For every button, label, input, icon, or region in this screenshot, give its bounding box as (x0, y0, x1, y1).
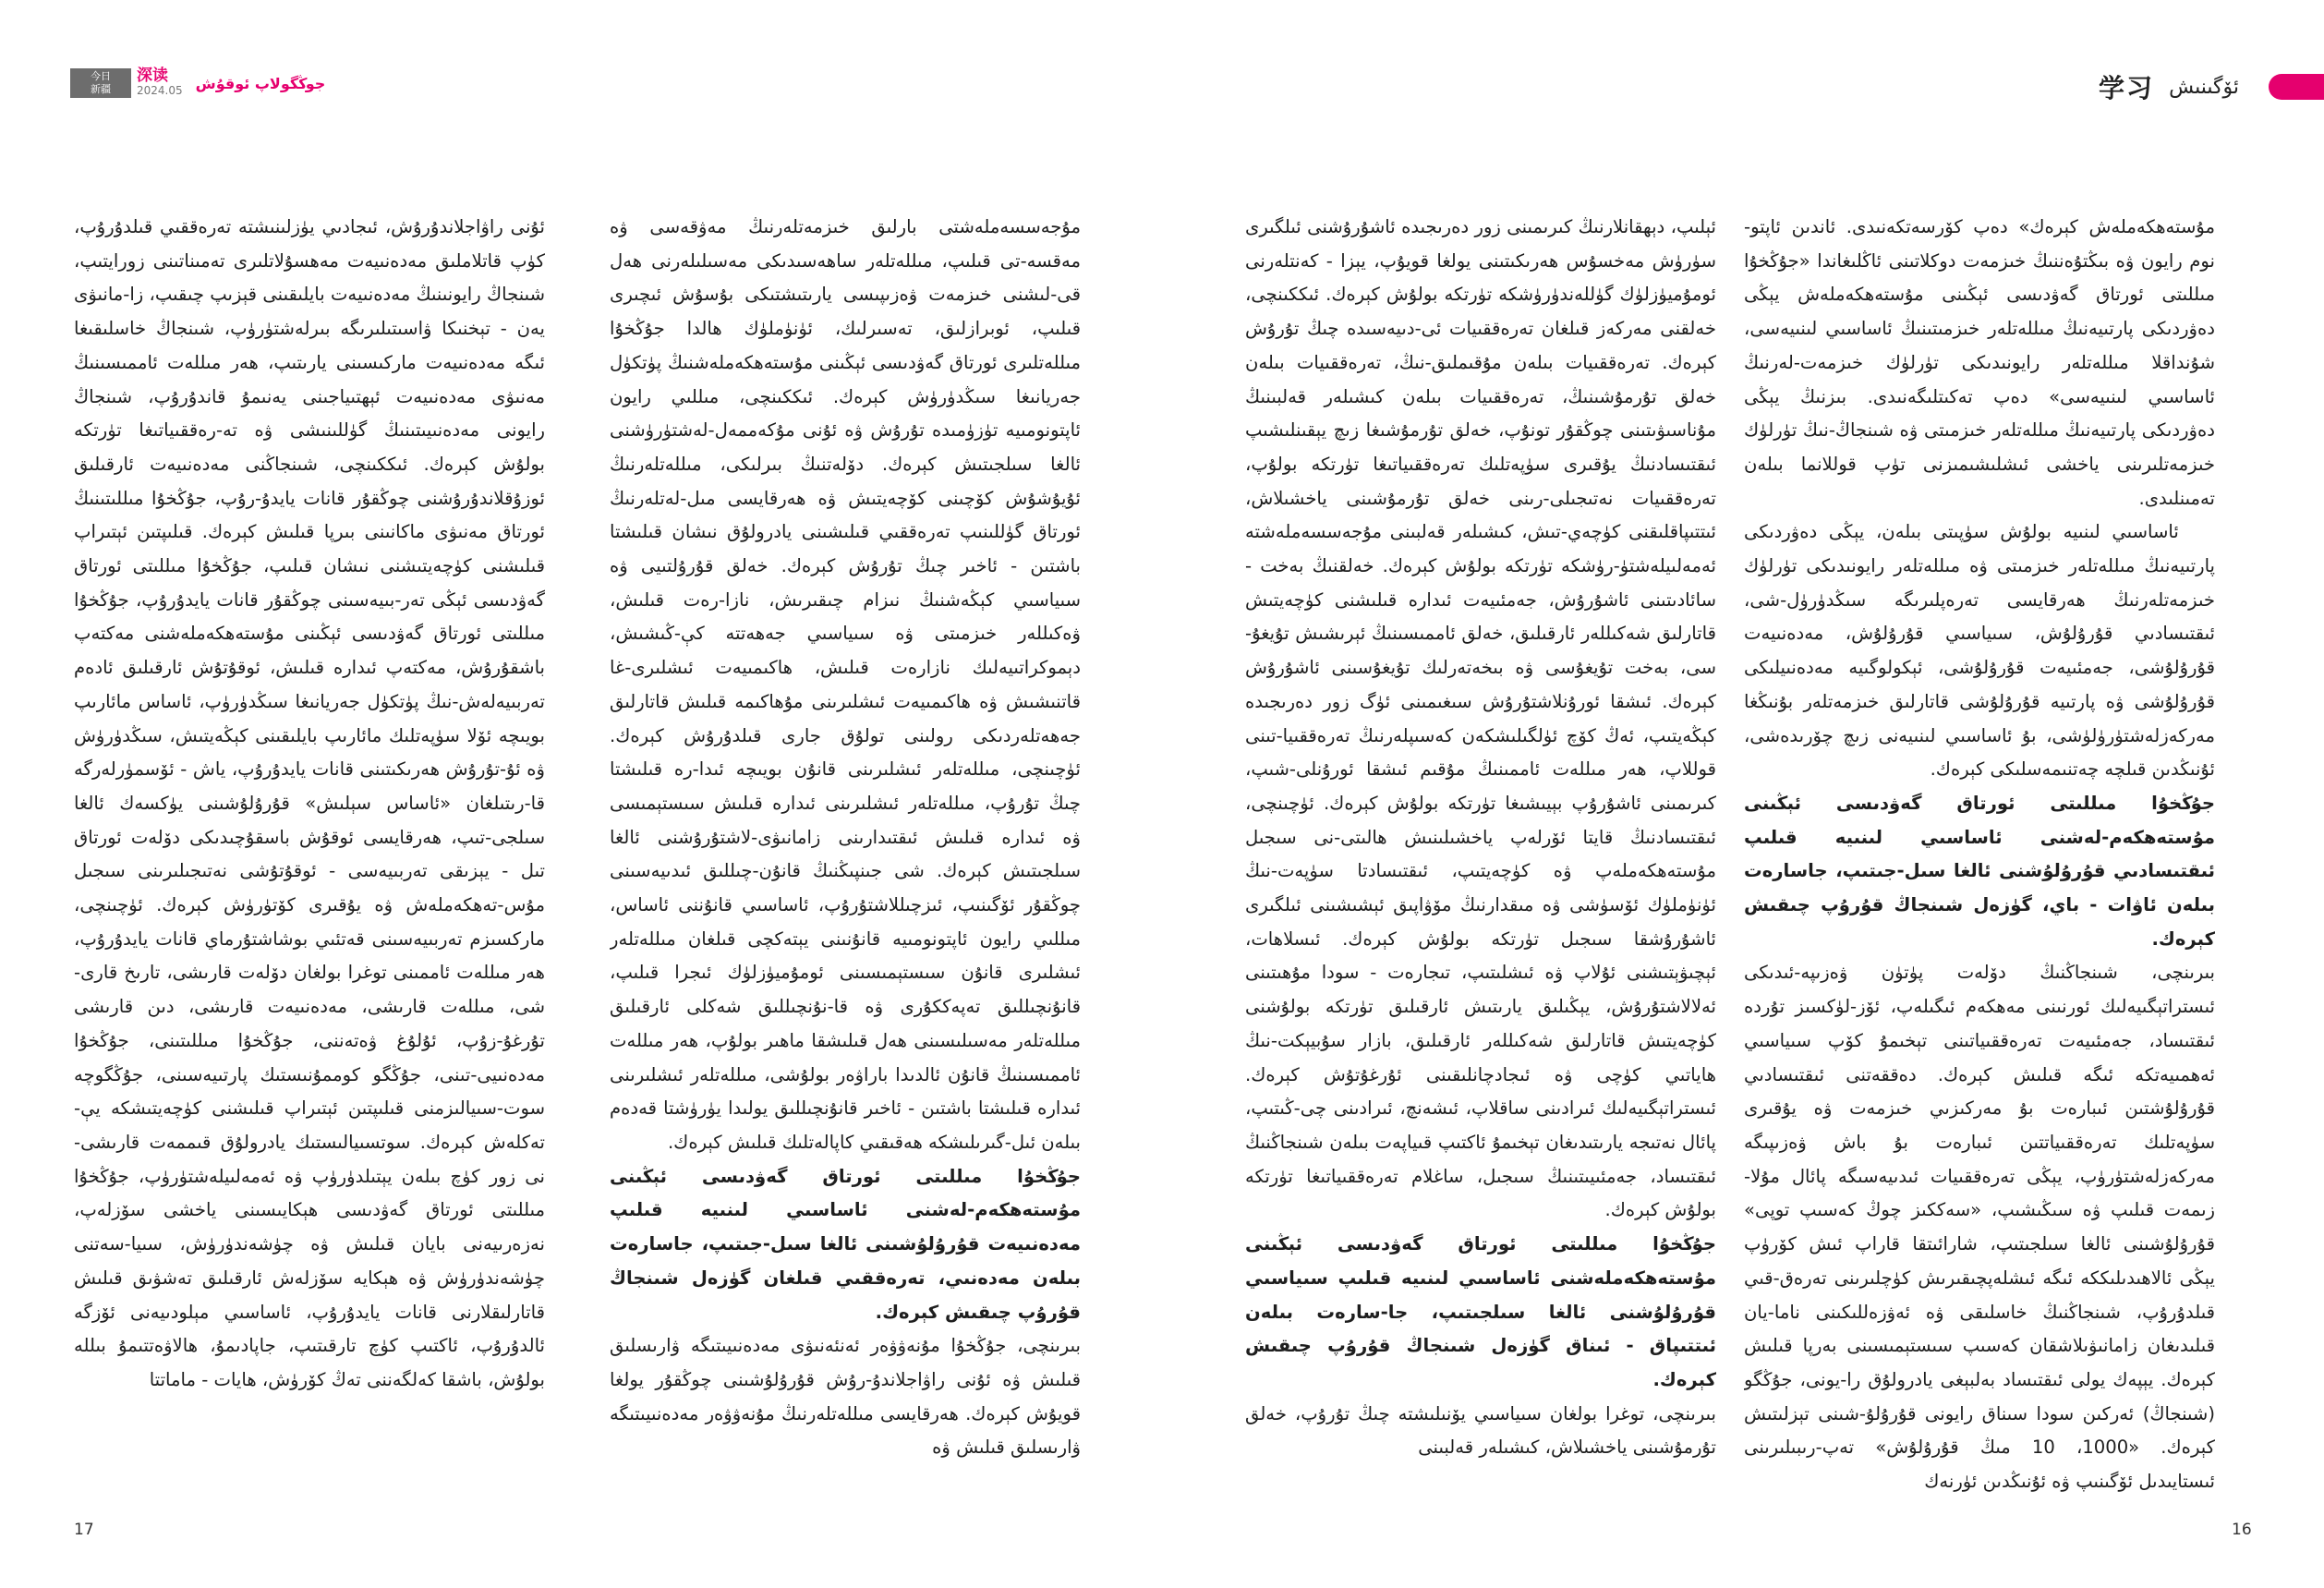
section-heading: جۇڭخۇا مىللىتى ئورتاق گەۋدىسى ئېڭىنى مۇستەھكەم-لەشنى ئاساسىي لىنىيە قىلىپ ئىقتىسادىي قۇرۇلۇشنى ئالغا سىل-جىتىپ، جاسارەت بىلەن ئاۋات - باي، گۈزەل شىنجاڭ قۇرۇپ چىقىش كېرەك. (1744, 792, 2215, 950)
section-tab-marker (2269, 74, 2324, 100)
body-paragraph: ئېلىپ، دېھقانلارنىڭ كىرىمىنى زور دەرىجىدە ئاشۇرۇشنى ئىلگىرى سۈرۈش مەخسۇس ھەرىكىتىنى يولغا قويۇپ، يېزا - كەنتلەرنى ئومۇميۈزلۈك گۈللەندۈرۈشكە تۈرتكە بولۇش كېرەك. ئىككىنچى، خەلقنى مەركەز قىلغان تەرەققىيات ئى-دىيەسىدە چىڭ تۇرۇش كېرەك. تەرەققىيات بىلەن مۇقىملىق-نىڭ، تەرەققىيات بىلەن خەلق تۇرمۇشىنىڭ، تەرەققىيات بىلەن كىشىلەر قەلبىنىڭ مۇناسىۋىتىنى چوڭقۇر تونۇپ، خەلق تۇرمۇشىغا زىچ يېقىنلىشىپ ئىقتىسادنىڭ يۇقىرى سۈپەتلىك تەرەققىياتىغا تۈرتكە بولۇپ، تەرەققىيات نەتىجىلى-رىنى خەلق تۇرمۇشىنى ياخشىلاش، ئىتتىپاقلىقنى كۈچەي-تىش، كىشىلەر قەلبىنى مۇجەسسەملەشتە ئەمەلىيلەشتۈ-رۈشكە تۈرتكە بولۇش كېرەك. خەلقنىڭ بەخت - سائادىتىنى ئاشۇرۇش، جەمئىيەت ئىدارە قىلىشنى كۈچەيتىش قاتارلىق شەكىللەر ئارقىلىق، خەلق ئاممىسىنىڭ ئېرىشىش تۇيغۇ-سى، بەخت تۇيغۇسى ۋە بىخەتەرلىك تۇيغۇسىنى ئاشۇرۇش كېرەك. ئىشقا ئورۇنلاشتۇرۇش سىغىمىنى ئۈگ زور دەرىجىدە كېڭەيتىپ، ئەڭ كۆچ ئۈلگىلىشكەن كەسىپلەرنىڭ تەرەققىيا-تىنى قوللاپ، ھەر مىللەت ئاممىنىڭ مۇقىم ئىشقا ئورۇنلى-شىپ، كىرىمىنى ئاشۇرۇپ بېيىشىغا تۈرتكە بولۇش كېرەك. ئۈچىنچى، ئىقتىسادنىڭ قايتا ئۆرلەپ ياخشىلىنىش ھالىتى-نى سىجىل مۇستەھكەملەپ ۋە كۈچەيتىپ، ئىقتىسادتا سۈپەت-نىڭ ئۈنۈملۈك ئۆسۈشى ۋە مىقدارنىڭ مۆۋاپىق ئېشىشىنى ئىلگىرى ئاشۇرۇشقا سىجىل تۈرتكە بولۇش كېرەك. ئىسلاھات، ئېچىۋېتىشنى ئۇلاپ ۋە ئىشلىتىپ، تىجارەت - سودا مۇھىتىنى ئەلالاشتۇرۇش، يېڭىلىق يارىتىش ئارقىلىق تۈرتكە بولۇشنى كۈچەيتىش قاتارلىق شەكىللەر ئارقىلىق، بازار سۇبيېكت-نىڭ ھاياتىي كۈچى ۋە ئىجادچانلىقىنى ئۇرغۇتۇش كېرەك. ئىستراتېگىيەلىك ئىرادىنى ساقلاپ، ئىشەنچ، ئىرادىنى چى-ڭىتىپ، پائال نەتىجە يارىتىدىغان تېخىمۇ ئاكتىپ قىياپەت بىلەن شىنجاڭنىڭ ئىقتىساد، جەمئىيىتىنىڭ سىجىل، ساغلام تەرەققىياتىغا تۈرتكە بولۇش كېرەك. (1245, 216, 1716, 1221)
body-paragraph: مۇستەھكەملەش كېرەك» دەپ كۆرسەتكەنىدى. ئاندىن ئاپتو-نوم رايون ۋە بىڭتۇەننىڭ خىزمەت دوكلاتىنى ئاڭلىغاندا «جۇڭخۇا مىللىتى ئورتاق گەۋدىسى ئېڭىنى مۇستەھكەملەش يېڭى دەۋردىكى پارتىيەنىڭ مىللەتلەر خىزمىتىنىڭ ئاساسىي لىنىيەسى، شۇنداقلا مىللەتلەر رايونىدىكى تۈرلۈك خىزمەت-لەرنىڭ ئاساسىي لىنىيەسى» دەپ تەكىتلىگەنىدى. بىزنىڭ يېڭى دەۋردىكى پارتىيەنىڭ مىللەتلەر خىزمىتى ۋە شىنجاڭ-نىڭ تۈرلۈك خىزمەتلىرىنى ياخشى ئىشلىشىمىزنى تۈپ قوللانما بىلەن تەمىنلىدى. (1744, 216, 2215, 509)
section-header (2099, 68, 2239, 105)
section-heading: جۇڭخۇا مىللىتى ئورتاق گەۋدىسى ئېڭىنى مۇستەھكەم-لەشنى ئاساسىي لىنىيە قىلىپ مەدەنىيەت قۇرۇلۇشىنى ئالغا سىل-جىتىپ، جاسارەت بىلەن مەدەنىي، تەرەققىي قىلغان گۈزەل شىنجاڭ قۇرۇپ چىقىش كېرەك. (610, 1165, 1081, 1323)
magazine-brand (70, 68, 325, 98)
section-cn-label: 学习 (2099, 73, 2155, 103)
brand-section: 深读 (137, 67, 168, 85)
body-paragraph: بىرىنچى، شىنجاڭنىڭ دۆلەت پۈتۈن ۋەزىپە-ئىدىكى ئىستراتېگىيەلىك ئورنىنى مەھكەم ئىگىلەپ، ئۆز-لۈكسىز تۇردە ئىقتىساد، جەمئىيەت تەرەققىياتىنى تېخىمۇ كۆپ سىياسىي ئەھمىيەتكە ئىگە قىلىش كېرەك. دەققەتنى ئىقتىسادىي قۇرۇلۇشتىن ئىبارەت بۇ مەركىزىي خىزمەت ۋە يۇقىرى سۈپەتلىك تەرەققىياتتىن ئىبارەت بۇ باش ۋەزىپىگە مەركەزلەشتۈرۈپ، يېڭى تەرەققىيات ئىدىيەسىگە پائال مۇلا-زىمەت قىلىپ ۋە سىڭىشىپ، «سەككىز چوڭ كەسىپ توپى» قۇرۇلۇشىنى ئالغا سىلجىتىپ، شارائىتقا قاراپ ئىش كۆرۈپ يېڭى ئالاھىدىلىككە ئىگە ئىشلەپچىقىرىش كۈچلىرىنى تەرەق-قىي قىلدۇرۇپ، شىنجاڭنىڭ خاسلىقى ۋە ئەۋزەللىكىنى ناما-يان قىلىدىغان زامانىۋىلاشقان كەسىپ سىستېمىسىنى بەرپا قىلىش كېرەك. يېپەك يولى ئىقتىساد بەلبېغى يادرولۇق را-يونى، جۇڭگو (شىنجاڭ) ئەركىن سودا سىناق رايونى قۇرۇلۇ-شىنى تېزلىتىش كېرەك. «1000، 10 مىڭ قۇرۇلۇش» تەپ-رىبىلىرىنى ئىستايىدىل ئۆگىنىپ ۋە ئۇنىڭدىن ئۈرنەك (1744, 962, 2215, 1493)
page-number-right: 16 (2232, 1521, 2252, 1539)
body-paragraph: ئاساسىي لىنىيە بولۇش سۈپىتى بىلەن، يېڭى دەۋردىكى پارتىيەنىڭ مىللەتلەر خىزمىتى ۋە مىللەتلەر رايونىدىكى تۈرلۈك خىزمەتلەرنىڭ ھەرقايسى تەرەپلىرىگە سىڭدۈرۈل-شى، ئىقتىسادىي قۇرۇلۇش، سىياسىي قۇرۇلۇش، مەدەنىيەت قۇرۇلۇشى، جەمئىيەت قۇرۇلۇشى، ئېكولوگىيە مەدەنىيلىكى قۇرۇلۇشى ۋە پارتىيە قۇرۇلۇشى قاتارلىق خىزمەتلەر بۇنىڭغا مەركەزلەشتۈرۈلۈشى، بۇ ئاساسىي لىنىيەنى زىچ چۆرىدەشى، ئۇنىڭدىن قىلچە چەتنىمەسلىكى كېرەك. (1744, 521, 2215, 781)
body-paragraph: ئۇنى راۋاجلاندۇرۇش، ئىجادىي يۈزلىنىشتە تەرەققىي قىلدۇرۇپ، كۈپ قاتلاملىق مەدەنىيەت مەھسۇلاتلىرى تەمىناتىنى زورايتىپ، شىنجاڭ رايونىنىڭ مەدەنىيەت بايلىقىنى قېزىپ چىقىپ، زا-مانىۋى يەن - تېخنىكا ۋاسىتىلىرىگە بىرلەشتۈرۈپ، شىنجاڭ خاسلىقىغا ئىگە مەدەنىيەت ماركىسىنى يارىتىپ، ھەر مىللەت ئاممىسىنىڭ مەنىۋى مەدەنىيەت ئېھتىياجىنى يەنىمۇ قاندۇرۇپ، شىنجاڭ رايونى مەدەنىيىتىنىڭ گۈللىنىشى ۋە تە-رەققىياتىغا تۈرتكە بولۇش كېرەك. ئىككىنچى، شىنجاڭنى مەدەنىيەت ئارقىلىق ئوزۇقلاندۇرۇشنى چوڭقۇر قانات يايدۇ-رۇپ، جۇڭخۇا مىللىتىنىڭ ئورتاق مەنىۋى ماكانىنى بىرپا قىلىش كېرەك. قىلىپتىن ئېتىراپ قىلىشنى كۈچەيتىشنى نىشان قىلىپ، جۇڭخۇا مىللىتى ئورتاق گەۋدىسى ئېڭى تەر-بىيەسىنى چوڭقۇر قانات يايدۇرۇپ، جۇڭخۇا مىللىتى ئورتاق گەۋدىسى ئېڭىنى مۇستەھكەملەشنى مەكتەپ باشقۇرۇش، مەكتەپ ئىدارە قىلىش، ئوقۇتۇش ئارقىلىق ئادەم تەربىيەلەش-نىڭ پۈتكۈل جەريانىغا سىڭدۈرۈپ، ئاساس مائارىپ بويىچە ئۆلا سۈپەتلىك مائارىپ بايلىقىنى كېڭەيتىش، سىڭدۈرۈش ۋە ئۇ-تۇرۇش ھەرىكىتىنى قانات يايدۇرۇپ، ياش - ئۆسمۈرلەرگە قا-رىتىلغان «ئاساس سېلىش» قۇرۇلۇشىنى يۈكسەك ئالغا سىلجى-تىپ، ھەرقايسى ئوقۇش باسقۇچىدىكى دۆلەت ئورتاق تىل - يېزىقى تەربىيەسى - ئوقۇتۇشى نەتىجىلىرىنى سىجىل مۇس-تەھكەملەش ۋە يۇقىرى كۆتۈرۈش كېرەك. ئۈچىنچى، ماركسىزم تەربىيەسىنى قەتئىي بوشاشتۇرماي قانات يايدۇرۇپ، ھەر مىللەت ئاممىنى توغرا بولغان دۆلەت قارىشى، تارىخ قارى-شى، مىللەت قارىشى، مەدەنىيەت قارىشى، دىن قارىشى تۇرغۇ-زۇپ، ئۇلۇغ ۋەتەننى، جۇڭخۇا مىللىتىنى، جۇڭخۇا مەدەنىيى-تىنى، جۇڭگو كوممۇنىستىك پارتىيەسىنى، جۇڭگوچە سوت-سىيالىزمنى قىلىپتىن ئېتىراپ قىلىشنى كۈچەيتىشكە يې-تەكلەش كېرەك. سوتسىيالىستىك يادرولۇق قىممەت قارىشى-نى زور كۈچ بىلەن يېتىلدۈرۈپ ۋە ئەمەلىيلەشتۈرۈپ، جۇڭخۇا مىللىتى ئورتاق گەۋدىسى ھېكايىسىنى ياخشى سۆزلەپ، نەزەرىيەنى بايان قىلىش ۋە چۈشەندۈرۈش، سىيا-سەتنى چۈشەندۈرۈش ۋە ھېكايە سۆزلەش ئارقىلىق تەشۋىق قىلىش قاتارلىقلارنى قانات يايدۇرۇپ، ئاساسىي مېلودىيەنى ئۆزگە ئالدۇرۇپ، ئاكتىپ كۈچ تارقىتىپ، جاپادىمۇ، ھالاۋەتتىمۇ بىللە بولۇش، باشقا كەلگەننى تەڭ كۆرۈش، ھايات - ماماتتا (74, 216, 545, 1390)
body-paragraph: مۇجەسسەملەشتى بارلىق خىزمەتلەرنىڭ مەۋقەسى ۋە مەقسە-تى قىلىپ، مىللەتلەر ساھەسىدىكى مەسىلىلەرنى ھەل قى-لىشنى خىزمەت ۋەزىپىسى يارىتىشتىكى بۇسۇش ئىچىرى قىلىپ، ئوبرازلىق، تەسىرلىك، ئۈنۈملۈك ھالدا جۇڭخۇا مىللەتلىرى ئورتاق گەۋدىسى ئېڭىنى مۇستەھكەملەشنىڭ پۈتكۈل جەريانىغا سىڭدۈرۈش كېرەك. ئىككىنچى، مىللىي رايون ئاپتونومىيە تۈزۈمىدە تۇرۇش ۋە ئۇنى مۇكەممەل-لەشتۈرۈشنى ئالغا سىلجىتىش كېرەك. دۆلەتنىڭ بىرلىكى، مىللەتلەرنىڭ ئۇيۇشۇش كۆچىنى كۆچەيتىش ۋە ھەرقايسى مىل-لەتلەرنىڭ ئورتاق گۈللىنىپ تەرەققىي قىلىشىنى يادرولۇق نىشان قىلىشتا باشتىن - ئاخىر چىڭ تۇرۇش كېرەك. خەلق قۇرۇلتىيى ۋە سىياسىي كېڭەشنىڭ نىزام چىقىرىش، نازا-رەت قىلىش، ۋەكىللەر خىزمىتى ۋە سىياسىي جەھەتتە كې-ڭىشىش، دېموكراتىيەلىك نازارەت قىلىش، ھاكىمىيەت ئىشلىرى-غا قاتنىشىش ۋە ھاكىمىيەت ئىشلىرىنى مۇھاكىمە قىلىش قاتارلىق جەھەتلەردىكى رولىنى تولۇق جارى قىلدۇرۇش كېرەك. ئۈچىنچى، مىللەتلەر ئىشلىرىنى قانۇن بويىچە ئىدا-رە قىلىشتا چىڭ تۇرۇپ، مىللەتلەر ئىشلىرىنى ئىدارە قىلىش سىستېمىسى ۋە ئىدارە قىلىش ئىقتىدارىنى زامانىۋى-لاشتۇرۇشنى ئالغا سىلجىتىش كېرەك. شى جىنپىڭنىڭ قانۇن-چىللىق ئىدىيەسىنى چوڭقۇر ئۆگىنىپ، ئىزچىللاشتۇرۇپ، ئاساسىي قانۇننى ئاساس، مىللىي رايون ئاپتونومىيە قانۇنىنى يېتەكچى قىلغان مىللەتلەر ئىشلىرى قانۇن سىستېمىسىنى ئومۇميۈزلۈك ئىجرا قىلىپ، قانۇنچىللىق تەپەككۇرى ۋە قا-نۇنچىللىق شەكلى ئارقىلىق مىللەتلەر مەسىلىسىنى ھەل قىلىشقا ماھىر بولۇپ، ھەر مىللەت ئاممىسىنىڭ قانۇن ئالدىدا باراۋەر بولۇشى، مىللەتلەر ئىشلىرىنى ئىدارە قىلىشتا باشتىن - ئاخىر قانۇنچىللىق يولىدا يۈرۈشتا قەدەم بىلەن ئىل-گىرىلىشكە ھەقىقىي كاپالەتلىك قىلىش كېرەك. (610, 216, 1081, 1153)
right-page-column-2 (1245, 211, 1716, 1495)
section-ug-label: ئۆگىنىش (2169, 75, 2239, 99)
page-number-left: 17 (74, 1521, 94, 1539)
left-page-column-1 (610, 211, 1081, 1495)
logo-line-2: 新疆 (91, 83, 111, 95)
body-paragraph: بىرىنچى، جۇڭخۇا مۇنەۋۋەر ئەنئەنىۋى مەدەنىيىتىگە ۋارىسلىق قىلىش ۋە ئۇنى راۋاجلاندۇ-رۇش قۇرۇلۇشىنى چوڭقۇر يولغا قويۇش كېرەك. ھەرقايسى مىللەتلەرنىڭ مۇنەۋۋەر مەدەنىيىتىگە ۋارىسلىق قىلىش ۋە (610, 1335, 1081, 1459)
issue-date: 2024.05 (137, 84, 183, 97)
logo-line-1: 今日 (91, 70, 111, 82)
left-page-column-2 (74, 211, 545, 1495)
magazine-logo (70, 68, 131, 98)
section-heading: جۇڭخۇا مىللىتى ئورتاق گەۋدىسى ئېڭىنى مۇستەھكەملەشنى ئاساسىي لىنىيە قىلىپ سىياسىي قۇرۇلۇشنى ئالغا سىلجىتىپ، جا-سارەت بىلەن ئىتتىپاق - ئىناق گۈزەل شىنجاڭ قۇرۇپ چىقىش كېرەك. (1245, 1233, 1716, 1390)
right-page-column-1 (1744, 211, 2215, 1495)
right-page (1162, 0, 2324, 1588)
left-page-title: جوڭگولاپ ئوقۇش (195, 74, 326, 92)
body-paragraph: بىرىنچى، توغرا بولغان سىياسىي يۆنىلىشتە چىڭ تۇرۇپ، خەلق تۇرمۇشىنى ياخشىلاش، كىشىلەر قەلبىنى (1245, 1402, 1716, 1459)
